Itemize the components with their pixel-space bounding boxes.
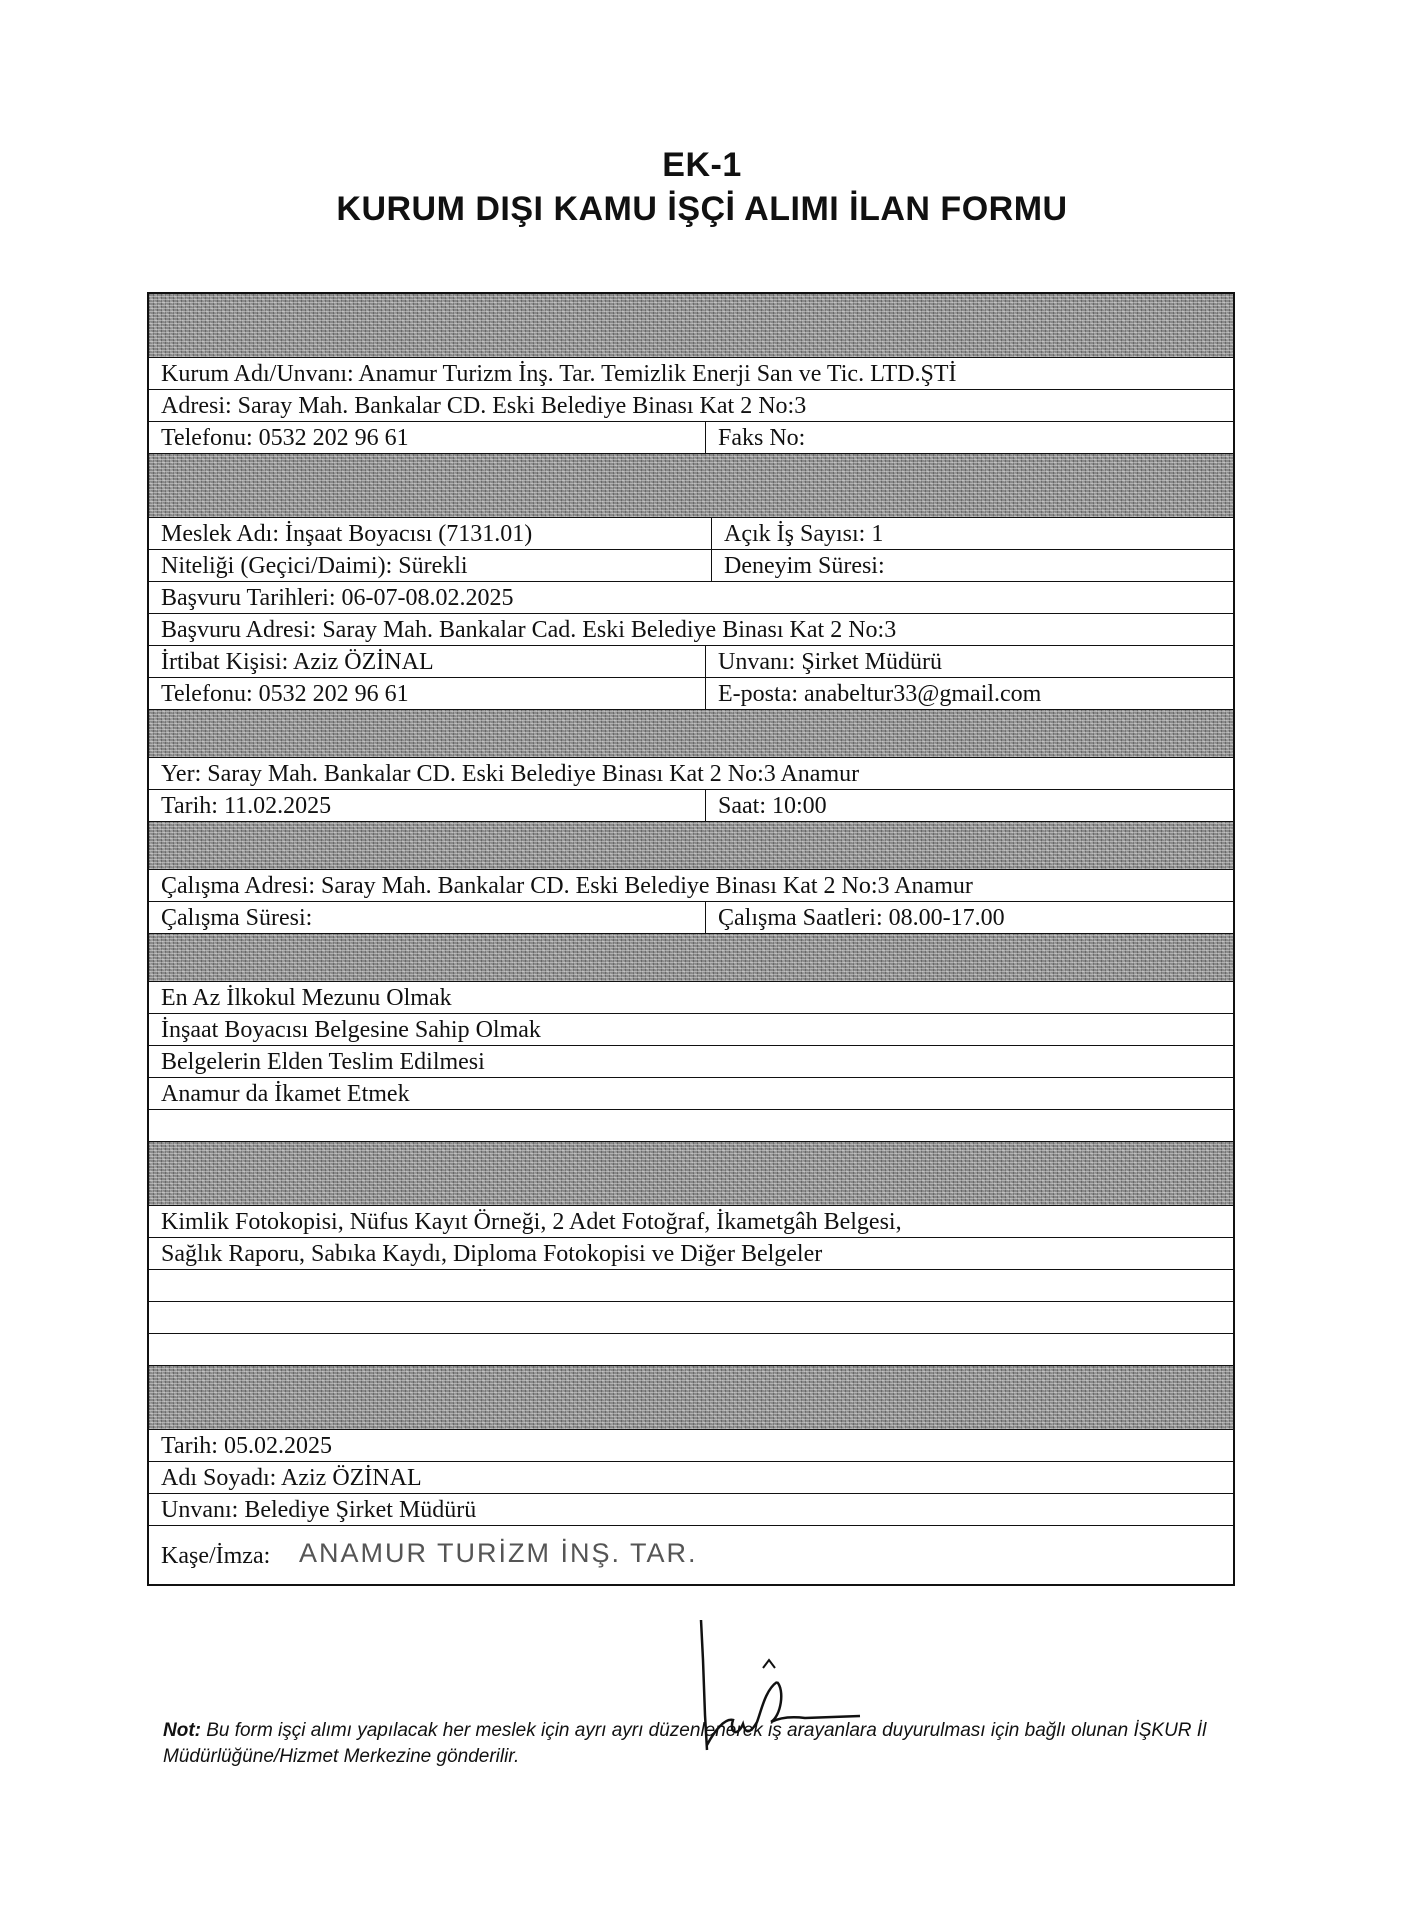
calisma-adresi: Çalışma Adresi: Saray Mah. Bankalar CD. Eski Belediye Binası Kat 2 No:3 Anamur bbox=[161, 873, 973, 899]
kosul-3: Belgelerin Elden Teslim Edilmesi bbox=[161, 1049, 485, 1075]
irtibat-unvan: Unvanı: Şirket Müdürü bbox=[718, 649, 942, 675]
list-item bbox=[149, 1046, 1233, 1078]
deneyim-suresi: Deneyim Süresi: bbox=[724, 553, 885, 579]
gorusme-yer: Yer: Saray Mah. Bankalar CD. Eski Belediye Binası Kat 2 No:3 Anamur bbox=[161, 761, 860, 787]
niteligi: Niteliği (Geçici/Daimi): Sürekli bbox=[149, 550, 712, 581]
irtibat-kisisi: İrtibat Kişisi: Aziz ÖZİNAL bbox=[149, 646, 706, 677]
yetkili-adi: Adı Soyadı: Aziz ÖZİNAL bbox=[161, 1465, 422, 1491]
kurum-address: Adresi: Saray Mah. Bankalar CD. Eski Belediye Binası Kat 2 No:3 bbox=[161, 393, 807, 419]
footnote bbox=[163, 1718, 1263, 1770]
irtibat-eposta: E-posta: anabeltur33@gmail.com bbox=[718, 681, 1042, 707]
table-row bbox=[149, 550, 1233, 582]
application-form-table bbox=[147, 292, 1235, 1586]
kurum-name: Kurum Adı/Unvanı: Anamur Turizm İnş. Tar. Temizlik Enerji San ve Tic. LTD.ŞTİ bbox=[161, 361, 957, 387]
irtibat-telefon: Telefonu: 0532 202 96 61 bbox=[149, 678, 706, 709]
calisma-suresi: Çalışma Süresi: bbox=[149, 902, 706, 933]
list-item bbox=[149, 1238, 1233, 1270]
gorusme-saat: Saat: 10:00 bbox=[718, 793, 827, 819]
section-header-gorusme bbox=[149, 710, 1233, 758]
kosul-4: Anamur da İkamet Etmek bbox=[161, 1081, 410, 1107]
list-item bbox=[149, 1014, 1233, 1046]
table-row bbox=[149, 1430, 1233, 1462]
table-row bbox=[149, 582, 1233, 614]
empty-row bbox=[149, 1270, 1233, 1302]
table-row bbox=[149, 678, 1233, 710]
section-header-talep bbox=[149, 454, 1233, 518]
table-row bbox=[149, 390, 1233, 422]
form-title bbox=[0, 143, 1404, 231]
signature-row bbox=[149, 1526, 1233, 1584]
kurum-fax: Faks No: bbox=[718, 425, 806, 451]
table-row bbox=[149, 518, 1233, 550]
section-header-belgeler bbox=[149, 1142, 1233, 1206]
table-row bbox=[149, 358, 1233, 390]
table-row bbox=[149, 422, 1233, 454]
yetkili-tarih: Tarih: 05.02.2025 bbox=[161, 1433, 332, 1459]
company-stamp: ANAMUR TURİZM İNŞ. TAR. bbox=[299, 1538, 698, 1568]
list-item bbox=[149, 1078, 1233, 1110]
empty-row bbox=[149, 1334, 1233, 1366]
list-item bbox=[149, 1206, 1233, 1238]
yetkili-unvan: Unvanı: Belediye Şirket Müdürü bbox=[161, 1497, 477, 1523]
note-label: Not: bbox=[163, 1720, 201, 1741]
empty-row bbox=[149, 1110, 1233, 1142]
table-row bbox=[149, 758, 1233, 790]
basvuru-adresi: Başvuru Adresi: Saray Mah. Bankalar Cad. Eski Belediye Binası Kat 2 No:3 bbox=[161, 617, 897, 643]
gorusme-tarih: Tarih: 11.02.2025 bbox=[149, 790, 706, 821]
basvuru-tarihleri: Başvuru Tarihleri: 06-07-08.02.2025 bbox=[161, 585, 514, 611]
title-line-1: EK-1 bbox=[662, 146, 742, 184]
section-header-muracaat bbox=[149, 934, 1233, 982]
belge-1: Kimlik Fotokopisi, Nüfus Kayıt Örneği, 2 Adet Fotoğraf, İkametgâh Belgesi, bbox=[161, 1209, 902, 1235]
kurum-phone: Telefonu: 0532 202 96 61 bbox=[149, 422, 706, 453]
list-item bbox=[149, 982, 1233, 1014]
kase-imza-label: Kaşe/İmza: bbox=[161, 1542, 271, 1569]
table-row bbox=[149, 902, 1233, 934]
title-line-2: KURUM DIŞI KAMU İŞÇİ ALIMI İLAN FORMU bbox=[336, 190, 1068, 228]
empty-row bbox=[149, 1302, 1233, 1334]
section-header-kurum bbox=[149, 294, 1233, 358]
calisma-saatleri: Çalışma Saatleri: 08.00-17.00 bbox=[718, 905, 1005, 931]
table-row bbox=[149, 614, 1233, 646]
table-row bbox=[149, 646, 1233, 678]
kosul-2: İnşaat Boyacısı Belgesine Sahip Olmak bbox=[161, 1017, 541, 1043]
belge-2: Sağlık Raporu, Sabıka Kaydı, Diploma Fotokopisi ve Diğer Belgeler bbox=[161, 1241, 823, 1267]
note-text: Bu form işçi alımı yapılacak her meslek için ayrı ayrı düzenlenerek iş arayanlara duyurulması için bağlı olunan İŞKUR İl Müdürlüğüne/Hizmet Merkezine gönderilir. bbox=[163, 1720, 1207, 1767]
section-header-calisma bbox=[149, 822, 1233, 870]
section-header-yetkili bbox=[149, 1366, 1233, 1430]
table-row bbox=[149, 1462, 1233, 1494]
table-row bbox=[149, 790, 1233, 822]
acik-is-sayisi: Açık İş Sayısı: 1 bbox=[724, 521, 884, 547]
meslek-adi: Meslek Adı: İnşaat Boyacısı (7131.01) bbox=[149, 518, 712, 549]
table-row bbox=[149, 870, 1233, 902]
kosul-1: En Az İlkokul Mezunu Olmak bbox=[161, 985, 452, 1011]
table-row bbox=[149, 1494, 1233, 1526]
